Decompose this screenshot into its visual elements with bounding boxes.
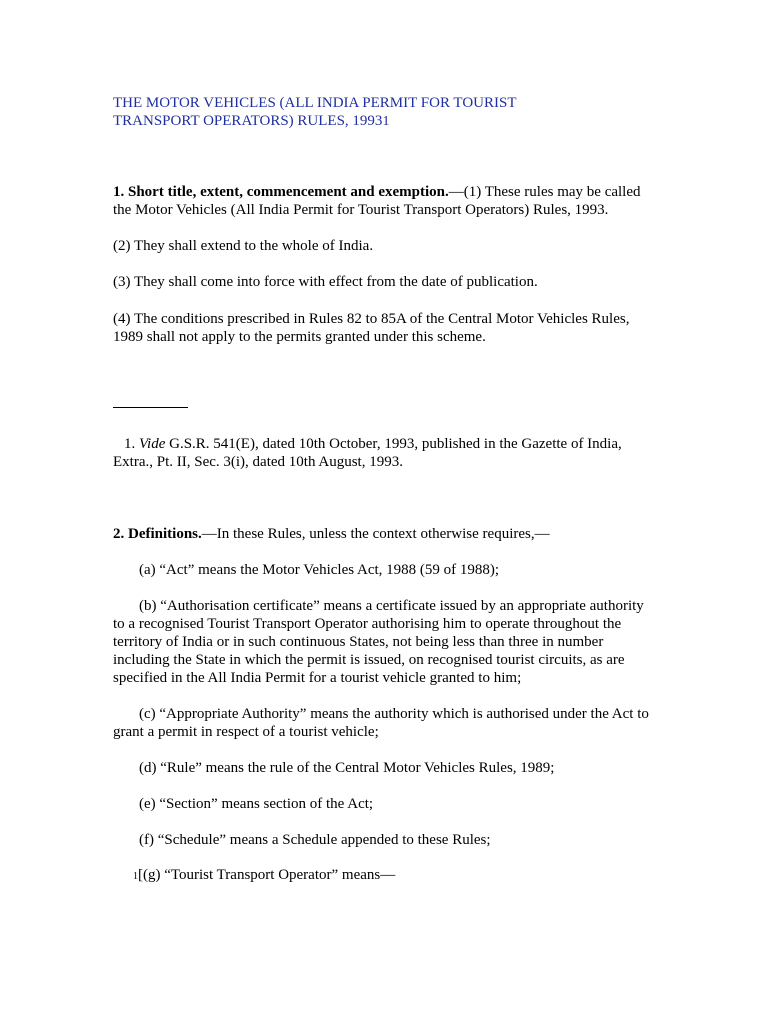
subrule-4-line-1: (4) The conditions prescribed in Rules 82 to 85A of the Central Motor Vehicles Rules, (113, 311, 630, 327)
definition-b-line-1: (b) “Authorisation certificate” means a certificate issued by an appropriate authority (139, 598, 644, 614)
title-line-1: THE MOTOR VEHICLES (ALL INDIA PERMIT FOR TOURIST (113, 95, 517, 111)
title-line-2 (113, 112, 517, 131)
title-line-2-text: TRANSPORT OPERATORS) RULES, 1993 (113, 113, 383, 129)
footnote-text: G.S.R. 541(E), dated 10th October, 1993, published in the Gazette of India, (165, 436, 622, 452)
definition-g-footnote-mark: 1 (133, 871, 138, 882)
rule-2 (113, 525, 673, 543)
definition-e: (e) “Section” means section of the Act; (139, 796, 374, 812)
footnote-number: 1. (124, 436, 136, 452)
rule-1-heading: 1. Short title, extent, commencement and exemption. (113, 184, 449, 200)
footnote-line-2: Extra., Pt. II, Sec. 3(i), dated 10th August, 1993. (113, 454, 403, 470)
definition-g (133, 866, 693, 886)
footnote-vide: Vide (139, 436, 166, 452)
footnote-line-1 (124, 435, 684, 453)
rule-2-text: —In these Rules, unless the context otherwise requires,— (201, 526, 550, 542)
definition-b-line-3: territory of India or in such continuous States, not being less than three in number (113, 634, 604, 650)
rule-1-line-2: the Motor Vehicles (All India Permit for Tourist Transport Operators) Rules, 1993. (113, 202, 609, 218)
definition-c-line-1: (c) “Appropriate Authority” means the authority which is authorised under the Act to (139, 706, 649, 722)
definition-b-line-2: to a recognised Tourist Transport Operator authorising him to operate throughout the (113, 616, 622, 632)
definition-f: (f) “Schedule” means a Schedule appended to these Rules; (139, 832, 491, 848)
rule-2-heading: 2. Definitions. (113, 526, 202, 542)
title-footnote-ref: 1 (382, 114, 390, 129)
subrule-2: (2) They shall extend to the whole of India. (113, 238, 374, 254)
subrule-3: (3) They shall come into force with effect from the date of publication. (113, 274, 538, 290)
definition-c-line-2: grant a permit in respect of a tourist vehicle; (113, 724, 379, 740)
rule-1-line-1 (113, 183, 673, 201)
definition-a: (a) “Act” means the Motor Vehicles Act, 1988 (59 of 1988); (139, 562, 500, 578)
definition-d: (d) “Rule” means the rule of the Central Motor Vehicles Rules, 1989; (139, 760, 555, 776)
definition-b-line-5: specified in the All India Permit for a tourist vehicle granted to him; (113, 670, 522, 686)
definition-b-line-4: including the State in which the permit is issued, on recognised tourist circuits, as are (113, 652, 625, 668)
rule-1-text: —(1) These rules may be called (448, 184, 641, 200)
footnote-divider (113, 407, 188, 408)
definition-g-text: [(g) “Tourist Transport Operator” means— (138, 867, 396, 883)
document-title (113, 94, 517, 131)
subrule-4-line-2: 1989 shall not apply to the permits granted under this scheme. (113, 329, 486, 345)
